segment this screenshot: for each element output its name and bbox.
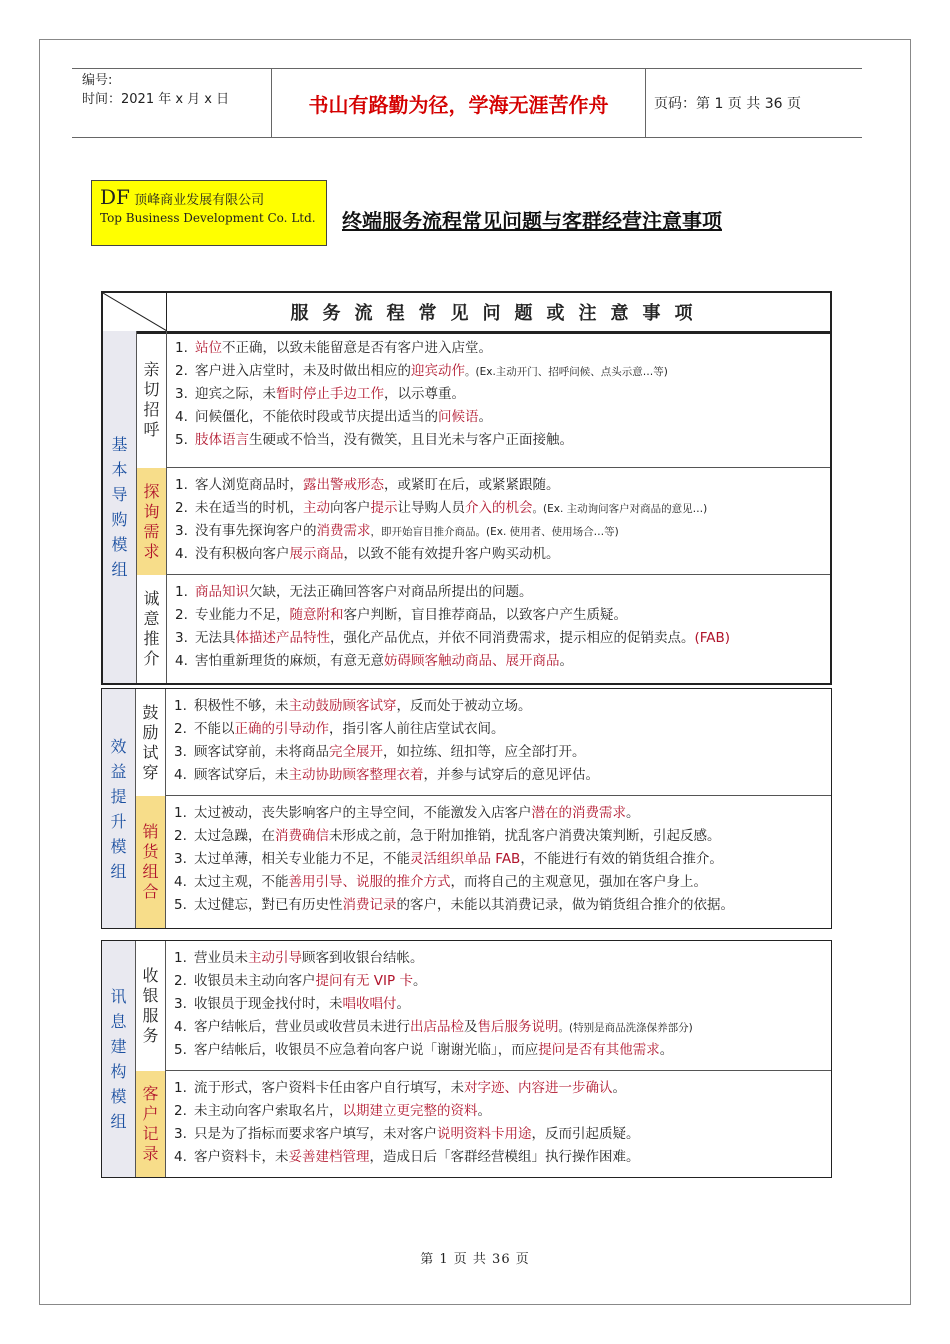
item-highlight-text: 潜在的消费需求 — [531, 805, 626, 821]
label-char: 益 — [110, 761, 127, 781]
item-highlight-text: 出店品检 — [410, 1019, 464, 1035]
list-item — [175, 650, 830, 673]
label-char: 录 — [142, 1144, 159, 1163]
list-item — [174, 1146, 831, 1169]
item-text: 不能以 — [194, 721, 235, 737]
label-char: 需 — [143, 521, 160, 541]
table-basic-guidance — [101, 291, 832, 685]
item-highlight-text: 随意附和 — [289, 607, 344, 623]
header-meta — [72, 69, 272, 137]
item-number: 2. — [175, 363, 188, 379]
item-highlight-text: (FAB) — [694, 630, 731, 646]
label-char: 合 — [142, 882, 159, 901]
company-logo — [91, 180, 327, 246]
item-text: ，如拉练、纽扣等，应全部打开。 — [383, 744, 586, 760]
item-number: 1. — [175, 340, 188, 356]
label-char: 银 — [142, 986, 159, 1005]
list-item — [174, 848, 831, 871]
header-page-label: 页码：第 1 页 共 36 页 — [654, 96, 801, 112]
label-char: 息 — [110, 1012, 127, 1031]
label-char: 客 — [142, 1084, 159, 1103]
label-char: 切 — [143, 379, 160, 399]
item-highlight-text: 商品知识 — [195, 584, 249, 600]
item-text: 流于形式，客户资料卡任由客户自行填写，未 — [194, 1080, 464, 1096]
item-text: 未主动向客户索取名片， — [194, 1103, 343, 1119]
label-char: 销 — [142, 822, 159, 841]
group-label — [137, 468, 167, 575]
list-item — [175, 406, 830, 429]
section-label — [102, 689, 136, 928]
item-highlight-text: 展示商品 — [289, 546, 344, 562]
item-text: 专业能力不足， — [195, 607, 290, 623]
item-highlight-text: 主动引导 — [248, 950, 302, 966]
group-items — [166, 796, 831, 928]
logo-abbr: DF — [100, 185, 130, 209]
list-item — [175, 543, 830, 566]
item-number: 4. — [174, 874, 187, 890]
item-highlight-text: 提问有无 VIP 卡 — [315, 973, 413, 989]
label-char: 励 — [142, 722, 159, 742]
list-item — [174, 718, 831, 741]
item-number: 4. — [175, 409, 188, 425]
list-item — [175, 474, 830, 497]
item-highlight-text: 提问是否有其他需求 — [538, 1042, 660, 1058]
label-char: 穿 — [142, 762, 159, 782]
item-number: 1. — [174, 1080, 187, 1096]
item-text: 问候僵化，不能依时段或节庆提出适当的 — [195, 409, 438, 425]
label-char: 鼓 — [142, 702, 159, 722]
item-highlight-text: 灵活组织单品 FAB — [410, 851, 521, 867]
item-text: 。 — [478, 409, 492, 425]
item-text: 太过主观，不能 — [194, 874, 289, 890]
table-benefit-boost — [101, 688, 832, 929]
diagonal-header-cell — [103, 293, 167, 331]
item-number: 3. — [175, 630, 188, 646]
item-text: 。 — [612, 1080, 626, 1096]
label-char: 招 — [143, 399, 160, 419]
item-number: 5. — [174, 1042, 187, 1058]
item-text: ，并参与试穿后的意见评估。 — [423, 767, 599, 783]
item-text: ，以示尊重。 — [384, 386, 465, 402]
item-text: ，以致不能有效提升客户购买动机。 — [343, 546, 560, 562]
item-highlight-text: 主动 — [303, 500, 330, 516]
item-number: 5. — [175, 432, 188, 448]
label-char: 诚 — [143, 589, 160, 608]
list-item — [174, 695, 831, 718]
item-text: ，反而引起质疑。 — [531, 1126, 640, 1142]
group-items — [167, 468, 830, 575]
item-text: 积极性不够，未 — [194, 698, 289, 714]
group-label — [137, 331, 167, 468]
group-label — [137, 575, 167, 683]
item-text: 。 — [477, 1103, 491, 1119]
item-highlight-text: 消费记录 — [342, 897, 397, 913]
group-label — [136, 941, 166, 1071]
item-number: 1. — [174, 950, 187, 966]
list-item — [174, 894, 831, 917]
list-item — [175, 360, 830, 383]
item-text: 太过单薄，相关专业能力不足，不能 — [194, 851, 410, 867]
item-number: 5. — [174, 897, 187, 913]
label-char: 建 — [110, 1037, 127, 1056]
item-text: 客户进入店堂时，未及时做出相应的 — [195, 363, 411, 379]
label-char: 组 — [142, 862, 159, 881]
item-highlight-text: 露出警戒形态 — [303, 477, 384, 493]
item-number: 2. — [175, 500, 188, 516]
table-header-row — [103, 293, 830, 334]
item-text: 太过急躁，在 — [194, 828, 275, 844]
label-char: 推 — [143, 629, 160, 648]
item-text: 。(Ex. 主动询问客户对商品的意见…) — [532, 503, 708, 515]
item-number: 4. — [175, 653, 188, 669]
label-char: 介 — [143, 649, 160, 668]
item-text: 营业员未 — [194, 950, 248, 966]
label-char: 记 — [142, 1124, 159, 1143]
label-char: 探 — [143, 481, 160, 501]
list-item — [174, 1123, 831, 1146]
label-char: 效 — [110, 736, 127, 756]
item-text: 不正确，以致未能留意是否有客户进入店堂。 — [222, 340, 492, 356]
page-header — [72, 68, 862, 138]
group-items — [167, 575, 830, 683]
item-number: 2. — [174, 721, 187, 737]
list-item — [174, 802, 831, 825]
item-text: 。(特别是商品洗涤保养部分) — [558, 1022, 693, 1034]
item-number: 4. — [174, 1149, 187, 1165]
list-item — [174, 741, 831, 764]
item-number: 3. — [174, 1126, 187, 1142]
section-label — [103, 331, 137, 683]
item-highlight-text: 介入的机会 — [465, 500, 533, 516]
item-text: 迎宾之际，未 — [195, 386, 276, 402]
item-text: 没有事先探询客户的 — [195, 523, 317, 539]
table-header-title: 服务流程常见问题或注意事项 — [290, 303, 707, 324]
item-highlight-text: 正确的引导动作 — [234, 721, 329, 737]
item-text: 。 — [659, 1042, 674, 1058]
label-char: 求 — [143, 541, 160, 561]
item-highlight-text: 善用引导、说服的推介方式 — [288, 874, 451, 890]
label-char: 试 — [142, 742, 159, 762]
item-text: ，指引客人前往店堂试衣间。 — [329, 721, 505, 737]
group-label — [136, 796, 166, 928]
list-item — [174, 764, 831, 787]
item-text: ，即开始盲目推介商品。(Ex. 使用者、使用场合…等) — [370, 526, 619, 538]
list-item — [174, 1077, 831, 1100]
item-text: 及 — [464, 1019, 478, 1035]
list-item — [174, 1039, 831, 1062]
item-number: 2. — [174, 1103, 187, 1119]
list-item — [174, 871, 831, 894]
label-char: 导 — [111, 485, 128, 504]
label-char: 亲 — [143, 359, 160, 379]
list-item — [174, 1016, 831, 1039]
item-text: 顾客到收银台结帐。 — [302, 950, 424, 966]
logo-company-cn: 顶峰商业发展有限公司 — [134, 193, 265, 208]
label-char: 货 — [142, 842, 159, 861]
document-title: 终端服务流程常见问题与客群经营注意事项 — [342, 209, 722, 233]
label-char: 基 — [111, 435, 128, 454]
item-highlight-text: 暂时停止手边工作 — [276, 386, 384, 402]
item-highlight-text: 唱收唱付 — [342, 996, 397, 1012]
item-number: 4. — [174, 767, 187, 783]
item-text: 顾客试穿前，未将商品 — [194, 744, 329, 760]
item-text: 没有积极向客户 — [195, 546, 290, 562]
logo-company-en: Top Business Development Co. Ltd. — [100, 211, 316, 225]
item-text: ，反而处于被动立场。 — [396, 698, 532, 714]
item-text: 顾客试穿后，未 — [194, 767, 289, 783]
item-number: 1. — [175, 477, 188, 493]
list-item — [175, 337, 830, 360]
label-char: 构 — [110, 1062, 127, 1081]
label-char: 收 — [142, 966, 159, 985]
item-number: 3. — [174, 996, 187, 1012]
item-highlight-text: 妨碍顾客触动商品、展开商品 — [384, 653, 560, 669]
page-footer: 第 1 页 共 36 页 — [420, 1252, 530, 1267]
item-text: ，造成日后「客群经营模组」执行操作困难。 — [369, 1149, 640, 1165]
label-char: 呼 — [143, 419, 160, 439]
item-number: 2. — [175, 607, 188, 623]
item-text: 只是为了指标而要求客户填写，未对客户 — [194, 1126, 437, 1142]
label-char: 购 — [111, 510, 128, 529]
label-char: 提 — [110, 786, 127, 806]
item-number: 1. — [174, 698, 187, 714]
item-text: 收银员于现金找付时，未 — [194, 996, 343, 1012]
item-highlight-text: 消费确信 — [275, 828, 329, 844]
list-item — [175, 383, 830, 406]
item-text: 。 — [396, 996, 410, 1012]
item-number: 3. — [174, 744, 187, 760]
list-item — [175, 604, 830, 627]
item-number: 4. — [174, 1019, 187, 1035]
item-text: 。(Ex.主动开门、招呼问候、点头示意…等) — [465, 366, 668, 378]
item-text: ，强化产品优点，并依不同消费需求，提示相应的促销卖点。 — [330, 630, 695, 646]
label-char: 务 — [142, 1026, 159, 1045]
item-number: 3. — [175, 523, 188, 539]
group-items — [166, 689, 831, 796]
item-highlight-text: 主动鼓励顾客试穿 — [288, 698, 397, 714]
item-text: 未形成之前，急于附加推销，扰乱客户消费决策判断，引起反感。 — [329, 828, 721, 844]
item-number: 4. — [175, 546, 188, 562]
item-text: 。 — [412, 973, 427, 989]
header-motto: 书山有路勤为径，学海无涯苦作舟 — [272, 69, 646, 137]
label-char: 户 — [142, 1104, 159, 1123]
item-highlight-text: 妥善建档管理 — [288, 1149, 370, 1165]
item-text: 无法具 — [195, 630, 236, 646]
time-label: 时间：2021 年 x 月 x 日 — [82, 92, 230, 107]
list-item — [175, 581, 830, 604]
item-number: 1. — [175, 584, 188, 600]
item-number: 2. — [174, 973, 187, 989]
list-item — [174, 1100, 831, 1123]
item-text: 客户结帐后，营业员或收营员未进行 — [194, 1019, 410, 1035]
item-highlight-text: 主动协助顾客整理衣着 — [288, 767, 424, 783]
group-label — [136, 689, 166, 796]
item-highlight-text: 以期建立更完整的资料 — [342, 1103, 478, 1119]
item-text: ，而将自己的主观意见，强加在客户身上。 — [450, 874, 707, 890]
label-char: 组 — [111, 560, 128, 579]
item-highlight-text: 肢体语言 — [195, 432, 249, 448]
label-char: 组 — [110, 1112, 127, 1131]
label-char: 询 — [143, 501, 160, 521]
group-items — [166, 1071, 831, 1177]
item-text: 生硬或不恰当，没有微笑，且目光未与客户正面接触。 — [249, 432, 573, 448]
item-text: 收银员未主动向客户 — [194, 973, 316, 989]
label-char: 讯 — [110, 987, 127, 1006]
item-number: 3. — [174, 851, 187, 867]
group-items — [167, 331, 830, 468]
label-char: 模 — [110, 836, 127, 856]
group-items — [166, 941, 831, 1071]
item-text: 欠缺，无法正确回答客户对商品所提出的问题。 — [249, 584, 533, 600]
item-text: 让导购人员 — [397, 500, 465, 516]
item-highlight-text: 提示 — [370, 500, 398, 516]
label-char: 升 — [110, 811, 127, 831]
item-text: 。 — [626, 805, 640, 821]
section-label — [102, 941, 136, 1177]
list-item — [175, 429, 830, 452]
list-item — [175, 520, 830, 543]
item-text: ，不能进行有效的销货组合推介。 — [520, 851, 723, 867]
item-highlight-text: 消费需求 — [316, 523, 371, 539]
item-highlight-text: 站位 — [195, 340, 222, 356]
list-item — [174, 825, 831, 848]
list-item — [174, 970, 831, 993]
item-text: 客户结帐后，收银员不应急着向客户说「谢谢光临」，而应 — [194, 1042, 539, 1058]
label-char: 模 — [111, 535, 128, 554]
list-item — [174, 993, 831, 1016]
label-char: 服 — [142, 1006, 159, 1025]
item-text: 害怕重新理货的麻烦，有意无意 — [195, 653, 384, 669]
item-highlight-text: 说明资料卡用途 — [437, 1126, 532, 1142]
group-label — [136, 1071, 166, 1177]
item-text: 的客户，未能以其消费记录，做为销货组合推介的依据。 — [396, 897, 734, 913]
item-text: 。 — [559, 653, 573, 669]
label-char: 模 — [110, 1087, 127, 1106]
label-char: 组 — [110, 861, 127, 881]
item-text: 客户资料卡，未 — [194, 1149, 289, 1165]
item-text: 客人浏览商品时， — [195, 477, 303, 493]
item-number: 3. — [175, 386, 188, 402]
item-number: 1. — [174, 805, 187, 821]
item-number: 2. — [174, 828, 187, 844]
list-item — [175, 497, 830, 520]
item-text: 客户判断，盲目推荐商品，以致客户产生质疑。 — [343, 607, 627, 623]
item-highlight-text: 对字迹、内容进一步确认 — [464, 1080, 613, 1096]
item-text: 向客户 — [330, 500, 371, 516]
item-text: 未在适当的时机， — [195, 500, 303, 516]
item-highlight-text: 售后服务说明 — [477, 1019, 559, 1035]
item-text: 太过健忘，對已有历史性 — [194, 897, 343, 913]
item-highlight-text: 完全展开 — [329, 744, 383, 760]
number-label: 编号: — [82, 73, 113, 88]
item-highlight-text: 迎宾动作 — [411, 363, 465, 379]
list-item — [175, 627, 830, 650]
item-highlight-text: 问候语 — [438, 409, 479, 425]
item-highlight-text: 体描述产品特性 — [235, 630, 330, 646]
list-item — [174, 947, 831, 970]
item-text: 太过被动，丧失影响客户的主导空间，不能激发入店客户 — [194, 805, 532, 821]
label-char: 本 — [111, 460, 128, 479]
table-info-building — [101, 940, 832, 1178]
label-char: 意 — [143, 609, 160, 628]
item-text: ，或紧盯在后，或紧紧跟随。 — [384, 477, 560, 493]
